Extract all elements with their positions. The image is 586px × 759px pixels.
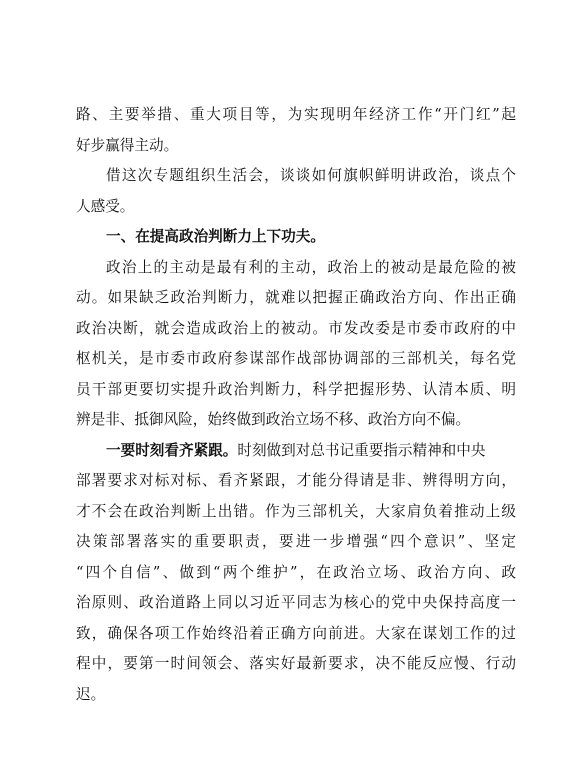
paragraph-line: 员干部更要切实提升政治判断力，科学把握形势、认清本质、明	[76, 380, 516, 398]
document-page	[76, 100, 516, 710]
paragraph-line: 致，确保各项工作始终沿着正确方向前进。大家在谋划工作的过	[76, 624, 516, 642]
paragraph-line: 迟。	[76, 685, 106, 703]
paragraph-line: 决策部署落实的重要职责，要进一步增强“四个意识”、坚定	[76, 533, 516, 550]
paragraph-line: 动。如果缺乏政治判断力，就难以把握正确政治方向、作出正确	[76, 289, 516, 306]
paragraph-line: 治原则、政治道路上同以习近平同志为核心的党中央保持高度一	[76, 594, 516, 611]
paragraph-line: 枢机关，是市委市政府参谋部作战部协调部的三部机关，每名党	[76, 350, 516, 367]
subpoint-lead: 一要时刻看齐紧跟。	[106, 441, 238, 459]
paragraph-line: 人感受。	[76, 197, 135, 215]
paragraph-line: 政治上的主动是最有利的主动，政治上的被动是最危险的被	[106, 258, 516, 276]
paragraph-line: 才不会在政治判断上出错。作为三部机关，大家肩负着推动上级	[76, 502, 516, 520]
paragraph-line: 程中，要第一时间领会、落实好最新要求，决不能反应慢、行动	[76, 655, 516, 672]
paragraph-line: 好步赢得主动。	[76, 136, 179, 154]
paragraph-line	[76, 436, 516, 467]
paragraph-line: 路、主要举措、重大项目等，为实现明年经济工作“开门红”起	[76, 106, 516, 123]
paragraph-line: 部署要求对标对标、看齐紧跟，才能分得请是非、辨得明方向，	[76, 472, 516, 489]
section-heading: 一、在提高政治判断力上下功夫。	[106, 228, 325, 245]
subpoint-text: 时刻做到对总书记重要指示精神和中央	[237, 441, 486, 459]
paragraph-line: 借这次专题组织生活会，谈谈如何旗帜鲜明讲政治，谈点个	[106, 167, 516, 184]
paragraph-line: 政治决断，就会造成政治上的被动。市发改委是市委市政府的中	[76, 319, 516, 337]
paragraph-line: 辨是非、抵御风险，始终做到政治立场不移、政治方向不偏。	[76, 411, 471, 428]
paragraph-line: “四个自信”、做到“两个维护”，在政治立场、政治方向、政	[76, 563, 516, 581]
